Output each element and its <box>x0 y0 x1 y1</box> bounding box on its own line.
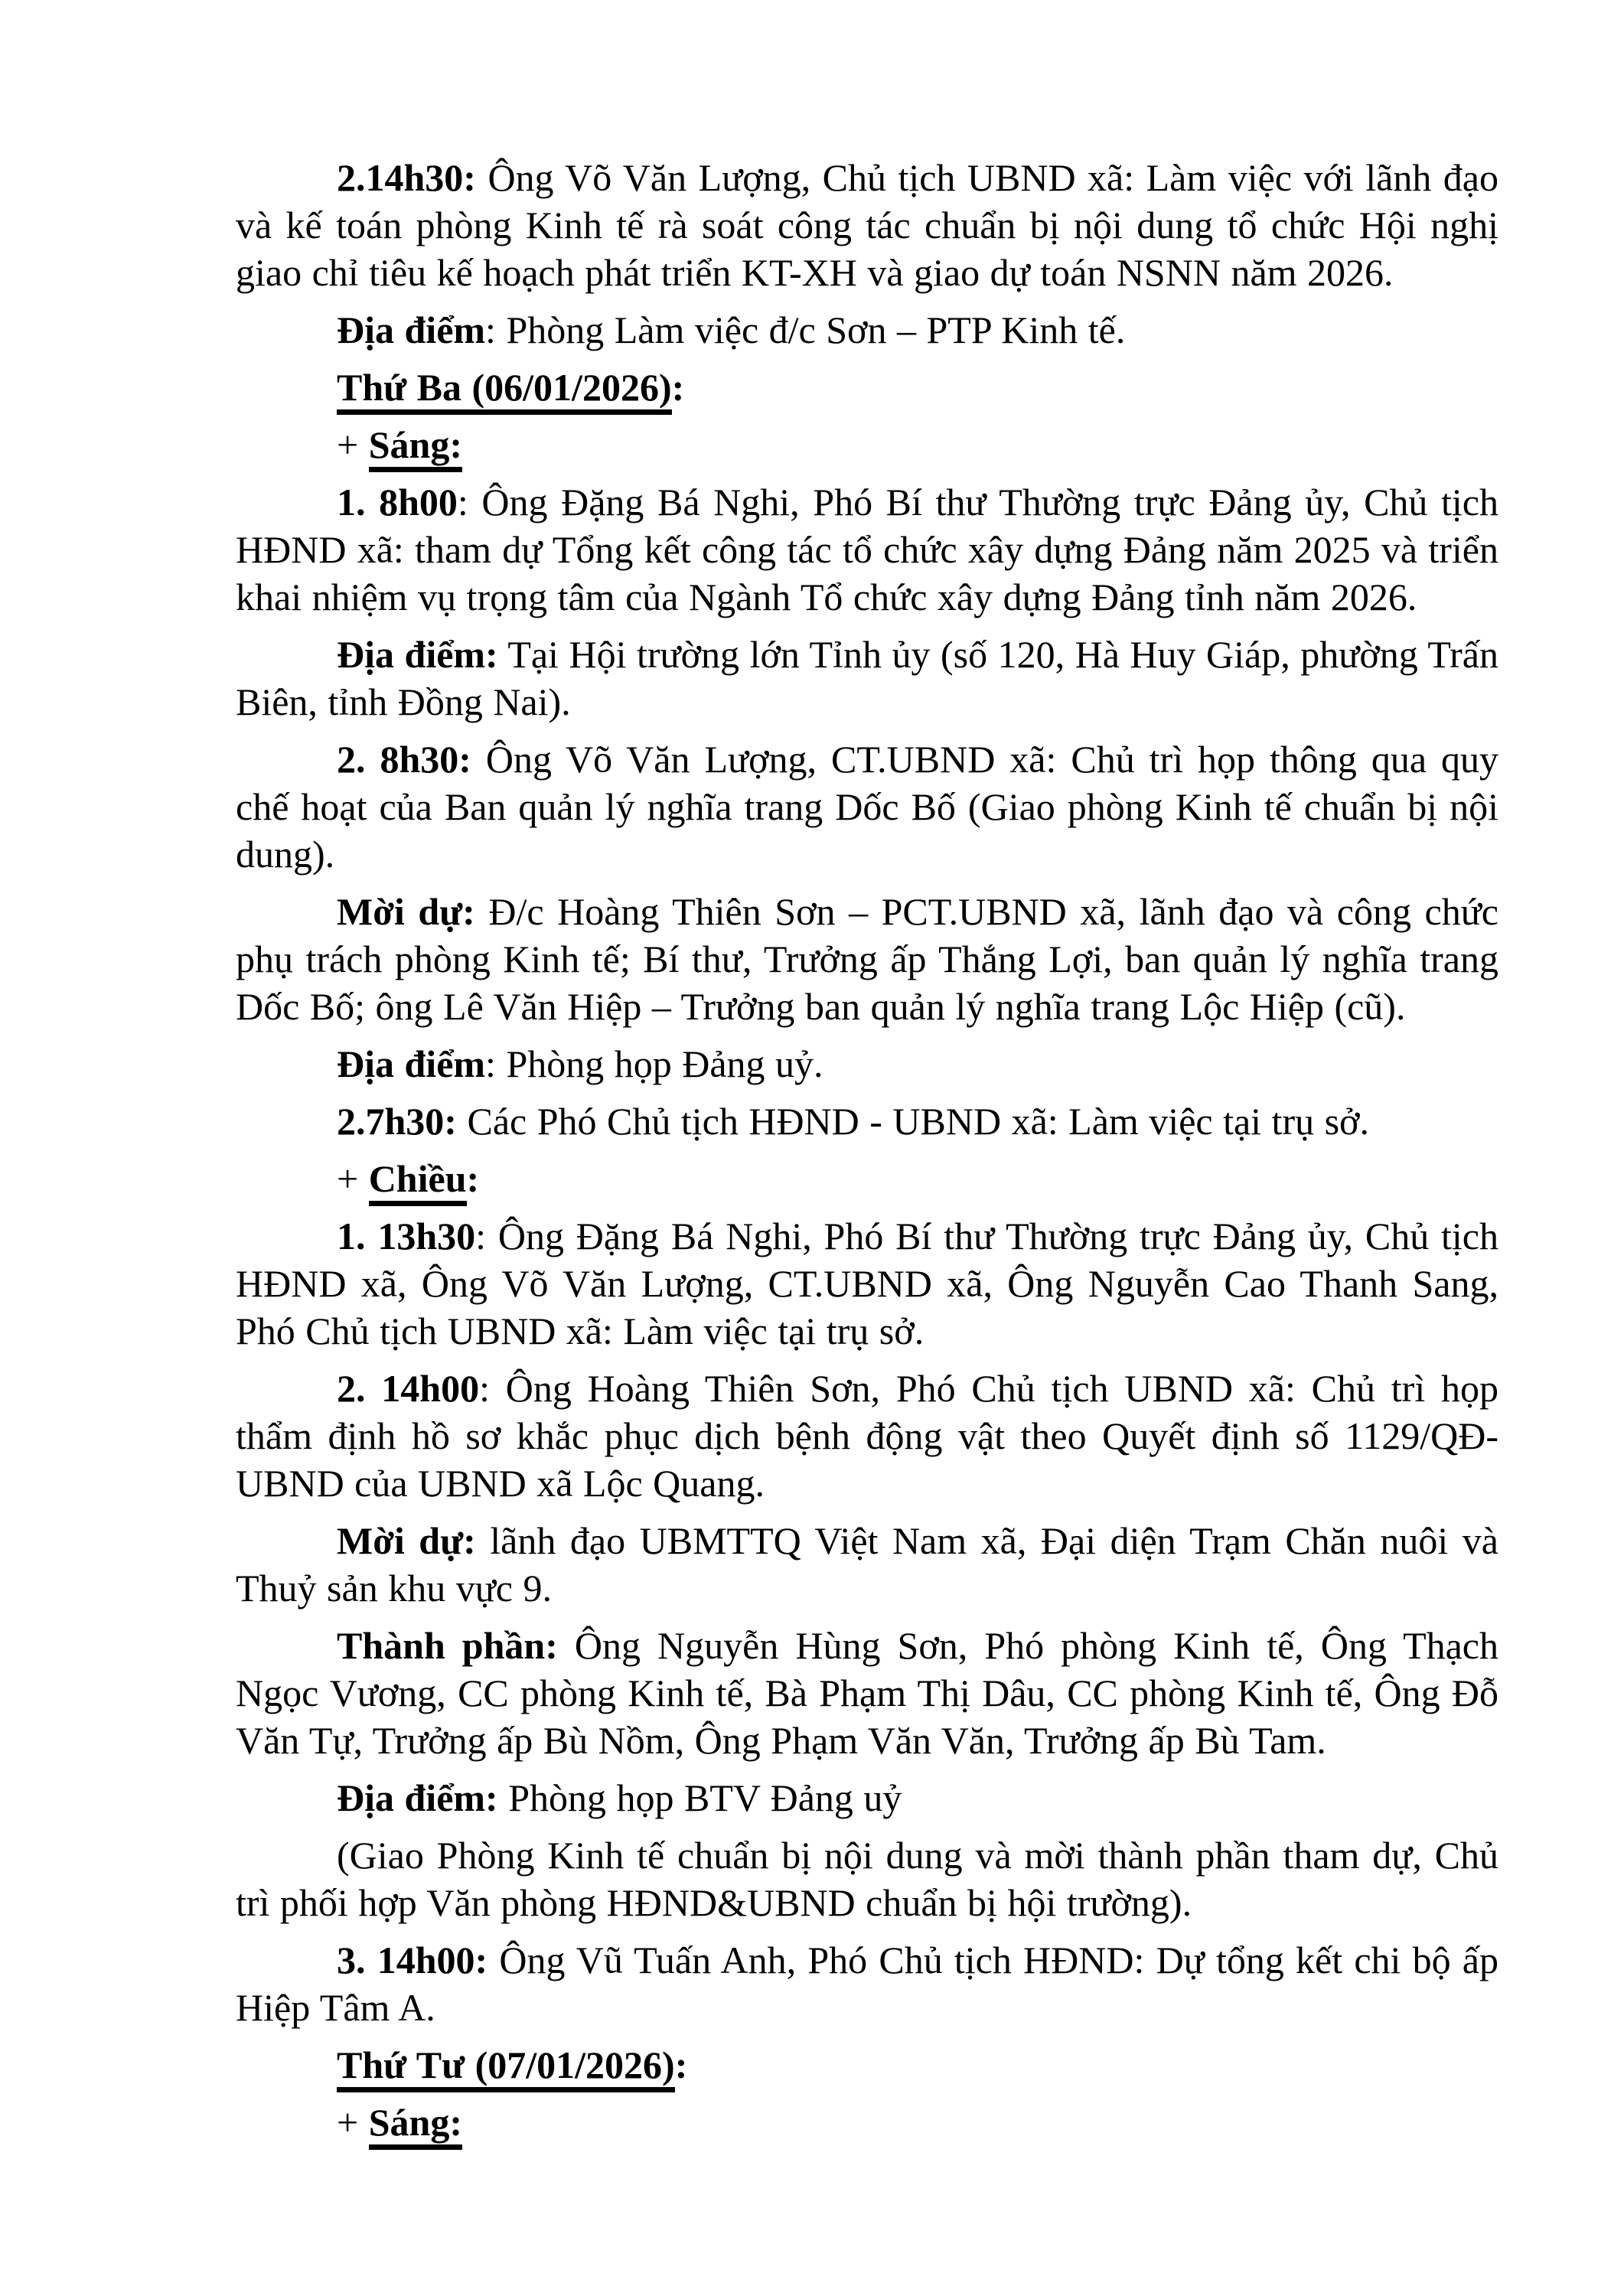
schedule-entry <box>236 735 1498 878</box>
text-run-bold: 2. 8h30: <box>337 738 471 781</box>
text-run: Ông Võ Văn Lượng, Chủ tịch UBND xã: Làm việc với lãnh đạo và kế toán phòng Kinh tế rà soát công tác chuẩn bị nội dung tổ chức Hội nghị giao chỉ tiêu kế hoạch phát triển KT-XH và giao dự toán NSNN năm 2026. <box>236 156 1498 294</box>
text-run-bold: 3. 14h00: <box>337 1939 488 1981</box>
text-run-bold: : <box>671 366 685 409</box>
text-run-bold: Thành phần: <box>337 1624 558 1667</box>
text-run: : Ông Hoàng Thiên Sơn, Phó Chủ tịch UBND xã: Chủ trì họp thẩm định hồ sơ khắc phục dịch bệnh động vật theo Quyết định số 1129/QĐ-UBND của UBND xã Lộc Quang. <box>236 1367 1499 1505</box>
text-run: + <box>337 1157 369 1200</box>
text-run-bold: Thứ Tư (07/01/2026) <box>337 2043 675 2092</box>
text-run: lãnh đạo UBMTTQ Việt Nam xã, Đại diện Trạm Chăn nuôi và Thuỷ sản khu vực 9. <box>236 1519 1499 1609</box>
schedule-entry <box>236 154 1498 296</box>
schedule-entry <box>236 1365 1498 1507</box>
invitees-line <box>236 888 1498 1030</box>
text-run-bold: Địa điểm <box>337 1042 486 1085</box>
text-run-bold: : <box>674 2043 688 2086</box>
text-run: Đ/c Hoàng Thiên Sơn – PCT.UBND xã, lãnh đạo và công chức phụ trách phòng Kinh tế; Bí thư, Trưởng ấp Thắng Lợi, ban quản lý nghĩa trang Dốc Bố; ông Lê Văn Hiệp – Trưởng ban quản lý nghĩa trang Lộc Hiệp (cũ). <box>236 890 1498 1028</box>
location-line <box>236 1774 1498 1821</box>
text-run: : Ông Đặng Bá Nghi, Phó Bí thư Thường trực Đảng ủy, Chủ tịch HĐND xã, Ông Võ Văn Lượng, CT.UBND xã, Ông Nguyễn Cao Thanh Sang, Phó Chủ tịch UBND xã: Làm việc tại trụ sở. <box>236 1215 1498 1352</box>
schedule-entry <box>236 478 1498 621</box>
schedule-entry <box>236 1212 1498 1355</box>
text-run-bold: Sáng: <box>369 2101 462 2150</box>
text-run-bold: Sáng: <box>369 423 462 472</box>
text-run: Tại Hội trường lớn Tỉnh ủy (số 120, Hà Huy Giáp, phường Trấn Biên, tỉnh Đồng Nai). <box>236 633 1499 723</box>
day-heading <box>236 2041 1498 2089</box>
text-run-bold: 1. 8h00 <box>337 481 458 523</box>
session-heading <box>236 2099 1498 2146</box>
text-run-bold: 2.7h30: <box>337 1100 457 1143</box>
schedule-entry <box>236 1936 1498 2031</box>
text-run-bold: 2. 14h00 <box>337 1367 480 1410</box>
schedule-entry <box>236 1097 1498 1145</box>
text-run-bold: Chiều <box>369 1157 467 1206</box>
text-run-bold: Mời dự: <box>337 1519 476 1562</box>
text-run-bold: Thứ Ba (06/01/2026) <box>337 366 672 415</box>
text-run: : Phòng họp Đảng uỷ. <box>485 1042 823 1085</box>
text-run: Ông Võ Văn Lượng, CT.UBND xã: Chủ trì họp thông qua quy chế hoạt của Ban quản lý nghĩa trang Dốc Bố (Giao phòng Kinh tế chuẩn bị nội dung). <box>236 738 1498 876</box>
text-run-bold: Mời dự: <box>337 890 475 933</box>
invitees-line <box>236 1517 1498 1612</box>
text-run: + <box>337 423 369 466</box>
text-run: + <box>337 2101 369 2144</box>
text-run: Các Phó Chủ tịch HĐND - UBND xã: Làm việc tại trụ sở. <box>456 1100 1369 1143</box>
text-run-bold: Địa điểm <box>337 308 486 351</box>
text-run-bold: 2.14h30: <box>337 156 476 199</box>
location-line <box>236 306 1498 354</box>
text-run: Ông Vũ Tuấn Anh, Phó Chủ tịch HĐND: Dự tổng kết chi bộ ấp Hiệp Tâm A. <box>236 1939 1498 2029</box>
text-run: : Phòng Làm việc đ/c Sơn – PTP Kinh tế. <box>485 308 1126 351</box>
text-run-bold: Địa điểm: <box>337 633 498 676</box>
session-heading <box>236 421 1498 468</box>
location-line <box>236 631 1498 726</box>
text-run: (Giao Phòng Kinh tế chuẩn bị nội dung và mời thành phần tham dự, Chủ trì phối hợp Văn phòng HĐND&UBND chuẩn bị hội trường). <box>236 1834 1498 1924</box>
note-line <box>236 1831 1498 1926</box>
text-run: Ông Nguyễn Hùng Sơn, Phó phòng Kinh tế, Ông Thạch Ngọc Vương, CC phòng Kinh tế, Bà Phạm Thị Dâu, CC phòng Kinh tế, Ông Đỗ Văn Tự, Trưởng ấp Bù Nồm, Ông Phạm Văn Văn, Trưởng ấp Bù Tam. <box>236 1624 1498 1762</box>
day-heading <box>236 364 1498 411</box>
session-heading <box>236 1155 1498 1202</box>
text-run: : Ông Đặng Bá Nghi, Phó Bí thư Thường trực Đảng ủy, Chủ tịch HĐND xã: tham dự Tổng kết công tác tổ chức xây dựng Đảng năm 2025 và triển khai nhiệm vụ trọng tâm của Ngành Tổ chức xây dựng Đảng tỉnh năm 2026. <box>236 481 1499 618</box>
text-run-bold: : <box>466 1157 480 1200</box>
participants-line <box>236 1622 1498 1764</box>
location-line <box>236 1040 1498 1088</box>
text-run-bold: 1. 13h30 <box>337 1215 476 1257</box>
text-run-bold: Địa điểm: <box>337 1776 498 1819</box>
text-run: Phòng họp BTV Đảng uỷ <box>497 1776 902 1819</box>
